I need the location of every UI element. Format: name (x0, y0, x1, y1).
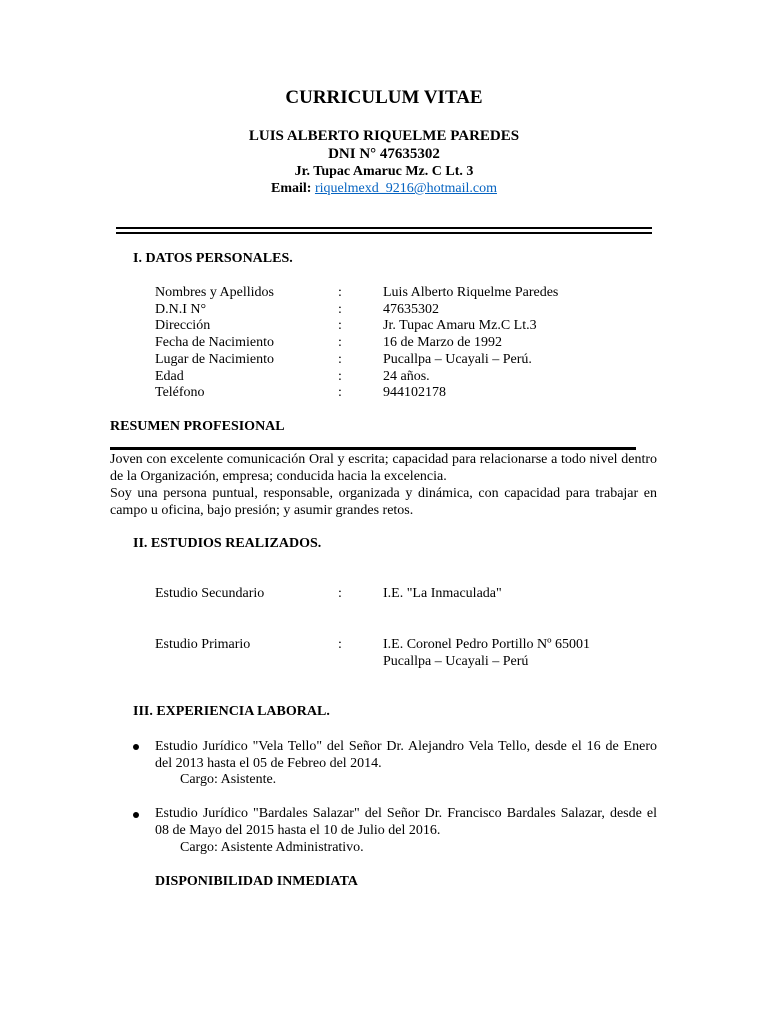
section-heading-experience: III. EXPERIENCIA LABORAL. (133, 704, 330, 719)
personal-separator: : (338, 352, 342, 367)
experience-item-2: Estudio Jurídico "Bardales Salazar" del Señor Dr. Francisco Bardales Salazar, desde el 08 de Mayo del 2015 hasta el 10 de Julio del 2016. (155, 806, 657, 838)
experience-cargo-2: Cargo: Asistente Administrativo. (180, 840, 364, 855)
personal-value: Jr. Tupac Amaru Mz.C Lt.3 (383, 318, 537, 333)
personal-value: Pucallpa – Ucayali – Perú. (383, 352, 532, 367)
personal-separator: : (338, 385, 342, 400)
personal-value: 16 de Marzo de 1992 (383, 335, 502, 350)
summary-paragraph-1: Joven con excelente comunicación Oral y escrita; capacidad para relacionarse a todo nivel dentro de la Organización, empresa; conducida hacia la excelencia. (110, 452, 657, 484)
personal-separator: : (338, 285, 342, 300)
study-secondary-value: I.E. "La Inmaculada" (383, 586, 502, 601)
bullet-icon (133, 812, 139, 818)
study-primary-location: Pucallpa – Ucayali – Perú (383, 654, 529, 669)
header-divider-top (116, 227, 652, 229)
summary-paragraph-2: Soy una persona puntual, responsable, organizada y dinámica, con capacidad para trabajar en campo u oficina, bajo presión; y asumir grandes retos. (110, 486, 657, 518)
study-primary-value: I.E. Coronel Pedro Portillo Nº 65001 (383, 637, 590, 652)
header-divider-bottom (116, 232, 652, 234)
study-secondary-label: Estudio Secundario (155, 586, 265, 601)
section-heading-summary: RESUMEN PROFESIONAL (110, 419, 285, 434)
bullet-icon (133, 744, 139, 750)
personal-separator: : (338, 318, 342, 333)
summary-divider (110, 447, 636, 450)
experience-cargo-1: Cargo: Asistente. (180, 772, 277, 787)
experience-item-1: Estudio Jurídico "Vela Tello" del Señor Dr. Alejandro Vela Tello, desde el 16 de Enero del 2013 hasta el 05 de Febreo del 2014. (155, 739, 657, 771)
availability-note: DISPONIBILIDAD INMEDIATA (155, 874, 358, 889)
page-title: CURRICULUM VITAE (285, 87, 483, 108)
dni-line: DNI N° 47635302 (328, 146, 440, 162)
personal-label: Nombres y Apellidos (155, 285, 274, 300)
personal-separator: : (338, 369, 342, 384)
personal-value: 47635302 (383, 302, 439, 317)
address-line: Jr. Tupac Amaruc Mz. C Lt. 3 (294, 164, 474, 179)
study-primary-label: Estudio Primario (155, 637, 251, 652)
email-label: Email: (271, 181, 312, 196)
personal-value: 944102178 (383, 385, 446, 400)
email-line (0, 180, 768, 197)
section-heading-personal: I. DATOS PERSONALES. (133, 251, 293, 266)
personal-label: Fecha de Nacimiento (155, 335, 274, 350)
section-heading-studies: II. ESTUDIOS REALIZADOS. (133, 536, 322, 551)
personal-separator: : (338, 302, 342, 317)
personal-value: 24 años. (383, 369, 430, 384)
personal-label: Edad (155, 369, 184, 384)
email-link[interactable]: riquelmexd_9216@hotmail.com (314, 181, 497, 196)
personal-label: Teléfono (155, 385, 205, 400)
person-name: LUIS ALBERTO RIQUELME PAREDES (248, 128, 520, 144)
personal-separator: : (338, 335, 342, 350)
study-primary-separator: : (338, 637, 342, 652)
study-secondary-separator: : (338, 586, 342, 601)
personal-label: Dirección (155, 318, 211, 333)
personal-label: D.N.I N° (155, 302, 207, 317)
personal-label: Lugar de Nacimiento (155, 352, 274, 367)
personal-value: Luis Alberto Riquelme Paredes (383, 285, 559, 300)
